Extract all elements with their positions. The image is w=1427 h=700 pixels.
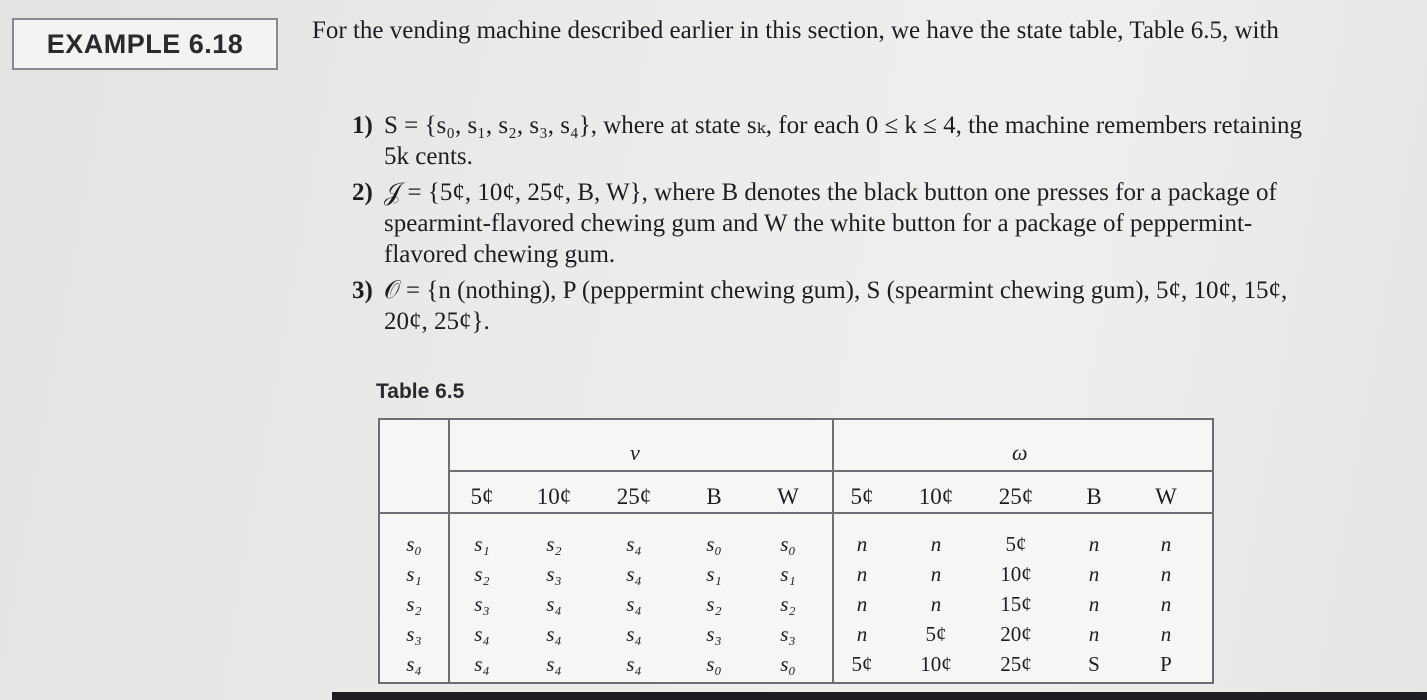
- output-cell: n: [1160, 592, 1172, 616]
- next-state-cell: s₃: [474, 592, 490, 616]
- nu-column-header: B: [706, 484, 722, 509]
- state-cell: s₀: [406, 532, 422, 556]
- output-cell: n: [930, 532, 942, 556]
- next-state-cell: s₁: [474, 532, 490, 556]
- output-cell: n: [930, 562, 942, 586]
- intro-text: For the vending machine described earlier in this section, we have the state table, Table 6.5, with: [312, 17, 1279, 44]
- output-cell: P: [1160, 652, 1172, 676]
- output-cell: 10¢: [920, 652, 952, 676]
- nu-column-header: W: [777, 484, 799, 509]
- next-state-cell: s₃: [780, 622, 796, 646]
- nu-group-label: ν: [630, 440, 640, 465]
- next-state-cell: s₂: [780, 592, 796, 616]
- nu-column-header: 25¢: [616, 484, 652, 509]
- next-state-cell: s₁: [780, 562, 796, 586]
- next-state-cell: s₂: [546, 532, 562, 556]
- output-cell: n: [930, 592, 942, 616]
- next-state-cell: s₄: [474, 652, 490, 676]
- output-cell: n: [856, 562, 868, 586]
- next-state-cell: s₀: [706, 532, 722, 556]
- state-cell: s₂: [406, 592, 422, 616]
- next-state-cell: s₄: [626, 622, 642, 646]
- next-state-cell: s₁: [706, 562, 722, 586]
- omega-column-header: B: [1086, 484, 1102, 509]
- output-cell: 5¢: [925, 622, 947, 646]
- omega-column-header: 25¢: [998, 484, 1034, 509]
- next-state-cell: s₄: [626, 532, 642, 556]
- output-cell: n: [1088, 592, 1100, 616]
- omega-column-header: 5¢: [850, 484, 874, 509]
- state-cell: s₁: [406, 562, 422, 586]
- next-state-cell: s₄: [546, 652, 562, 676]
- output-cell: 25¢: [1000, 652, 1032, 676]
- next-state-cell: s₄: [474, 622, 490, 646]
- output-cell: n: [1088, 622, 1100, 646]
- list-item: [352, 110, 1312, 172]
- nu-column-header: 10¢: [536, 484, 572, 509]
- item-text: S = {s₀, s₁, s₂, s₃, s₄}, where at state sₖ, for each 0 ≤ k ≤ 4, the machine remembers retaining 5k cents.: [384, 112, 1303, 170]
- list-item: [352, 177, 1312, 270]
- output-cell: 5¢: [1005, 532, 1027, 556]
- next-state-cell: s₄: [626, 652, 642, 676]
- output-cell: n: [1160, 532, 1172, 556]
- output-cell: n: [1160, 622, 1172, 646]
- next-state-cell: s₃: [546, 562, 562, 586]
- next-state-cell: s₄: [626, 592, 642, 616]
- state-table: [378, 418, 1214, 684]
- state-cell: s₃: [406, 622, 422, 646]
- example-label: EXAMPLE 6.18: [12, 18, 278, 70]
- next-state-cell: s₄: [626, 562, 642, 586]
- omega-column-header: 10¢: [918, 484, 954, 509]
- next-state-cell: s₃: [706, 622, 722, 646]
- output-cell: n: [1088, 562, 1100, 586]
- output-cell: 5¢: [851, 652, 873, 676]
- item-number: 1): [352, 112, 373, 139]
- definition-list: [352, 110, 1312, 342]
- next-state-cell: s₄: [546, 622, 562, 646]
- output-cell: n: [856, 592, 868, 616]
- next-state-cell: s₂: [706, 592, 722, 616]
- output-cell: 20¢: [1000, 622, 1032, 646]
- output-cell: n: [1088, 532, 1100, 556]
- item-number: 3): [352, 277, 373, 304]
- next-state-cell: s₀: [780, 652, 796, 676]
- header-divider: [448, 470, 1212, 472]
- output-cell: n: [856, 622, 868, 646]
- table-caption: Table 6.5: [376, 380, 465, 403]
- item-text: 𝒪 = {n (nothing), P (peppermint chewing gum), S (spearmint chewing gum), 5¢, 10¢, 15¢, 20¢, 25¢}.: [384, 277, 1288, 335]
- item-number: 2): [352, 179, 373, 206]
- header-bottom-rule: [380, 512, 1212, 514]
- page-bottom-bar: [332, 692, 1427, 700]
- state-cell: s₄: [406, 652, 422, 676]
- omega-group-label: ω: [1012, 440, 1028, 465]
- next-state-cell: s₄: [546, 592, 562, 616]
- next-state-cell: s₂: [474, 562, 490, 586]
- output-cell: 10¢: [1000, 562, 1032, 586]
- next-state-cell: s₀: [706, 652, 722, 676]
- omega-column-header: W: [1155, 484, 1177, 509]
- output-cell: n: [1160, 562, 1172, 586]
- output-cell: 15¢: [1000, 592, 1032, 616]
- list-item: [352, 275, 1312, 337]
- next-state-cell: s₀: [780, 532, 796, 556]
- output-cell: n: [856, 532, 868, 556]
- nu-column-header: 5¢: [470, 484, 494, 509]
- item-text: 𝒥 = {5¢, 10¢, 25¢, B, W}, where B denotes the black button one presses for a package of spearmint-flavored chewing gum and W the white button for a package of peppermint-flavored chewing gum.: [384, 179, 1277, 268]
- output-cell: S: [1088, 652, 1100, 676]
